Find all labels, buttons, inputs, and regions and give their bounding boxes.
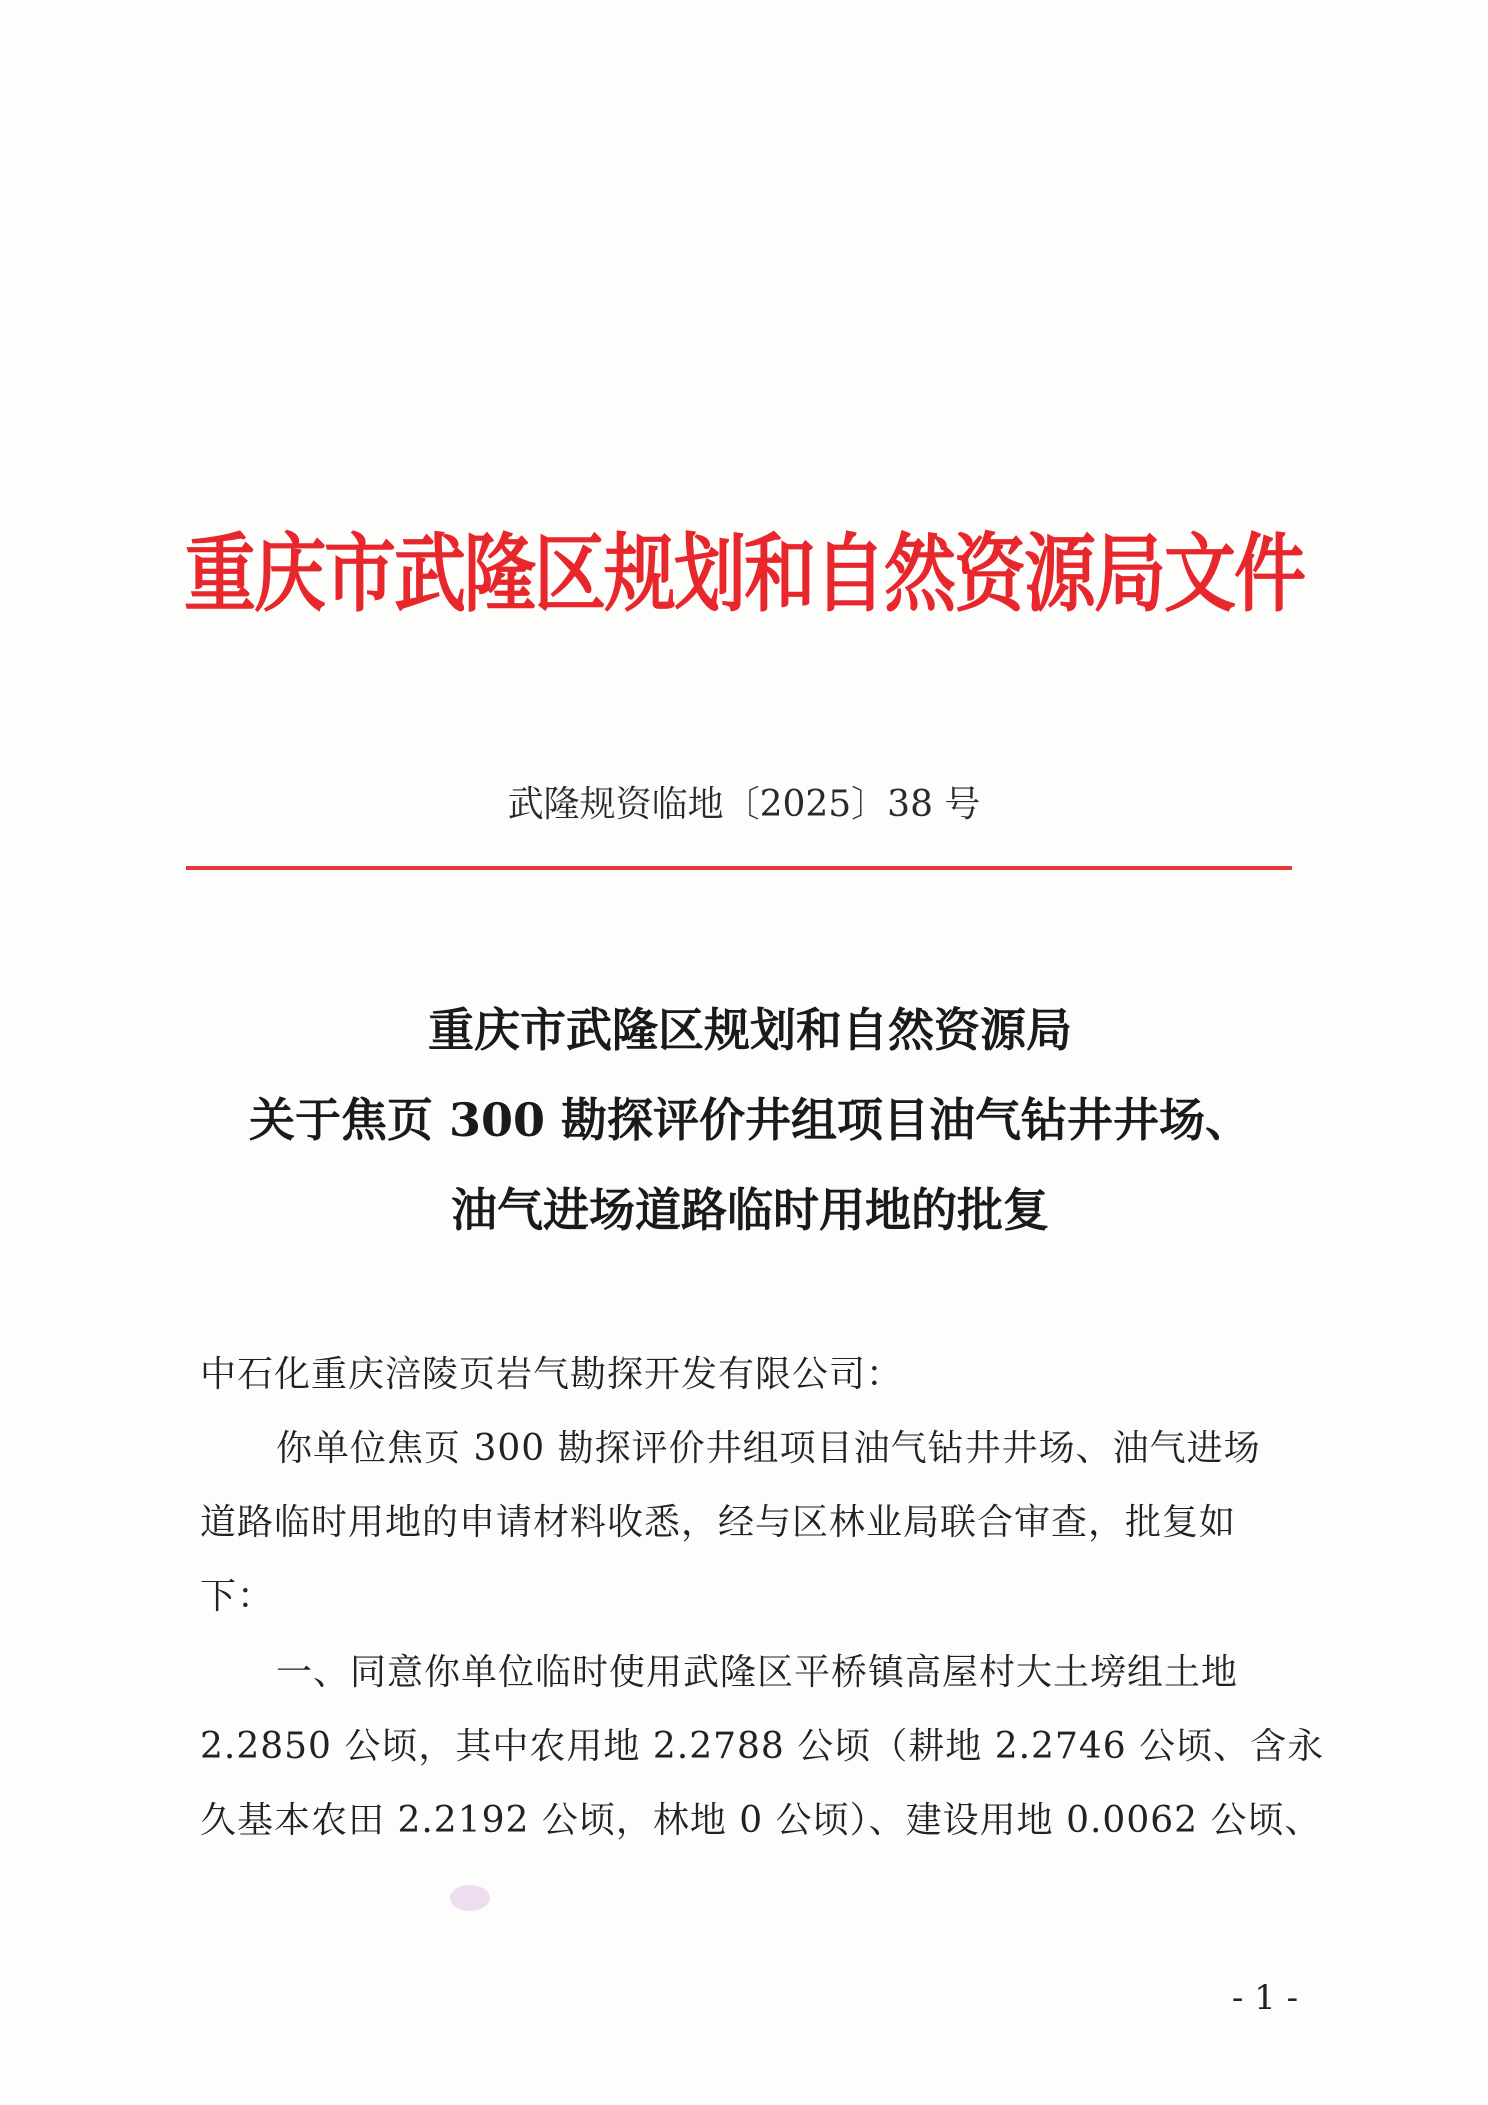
addressee: 中石化重庆涪陵页岩气勘探开发有限公司： [200, 1354, 904, 1395]
issuer-masthead: 重庆市武隆区规划和自然资源局文件 [183, 524, 1304, 624]
paragraph-2-line-2: 2.2850 公顷，其中农用地 2.2788 公顷（耕地 2.2746 公顷、含永 [200, 1726, 1325, 1767]
title-line-2: 关于焦页 300 勘探评价井组项目油气钻井井场、 [248, 1093, 1252, 1147]
paragraph-1-line-3: 下： [200, 1576, 275, 1617]
page-number: - 1 - [1231, 1978, 1299, 2018]
paragraph-2-line-1: 一、同意你单位临时使用武隆区平桥镇高屋村大土塝组土地 [276, 1652, 1239, 1693]
title-line-1: 重庆市武隆区规划和自然资源局 [428, 1003, 1072, 1057]
ink-smudge [450, 1885, 490, 1911]
paragraph-1-line-2: 道路临时用地的申请材料收悉，经与区林业局联合审查，批复如 [200, 1502, 1237, 1543]
red-separator-rule [186, 866, 1292, 870]
title-line-3: 油气进场道路临时用地的批复 [451, 1183, 1049, 1237]
paragraph-1-line-1: 你单位焦页 300 勘探评价井组项目油气钻井井场、油气进场 [276, 1428, 1261, 1469]
document-number: 武隆规资临地〔2025〕38 号 [507, 784, 981, 825]
paragraph-2-line-3: 久基本农田 2.2192 公顷，林地 0 公顷）、建设用地 0.0062 公顷、 [200, 1800, 1322, 1841]
